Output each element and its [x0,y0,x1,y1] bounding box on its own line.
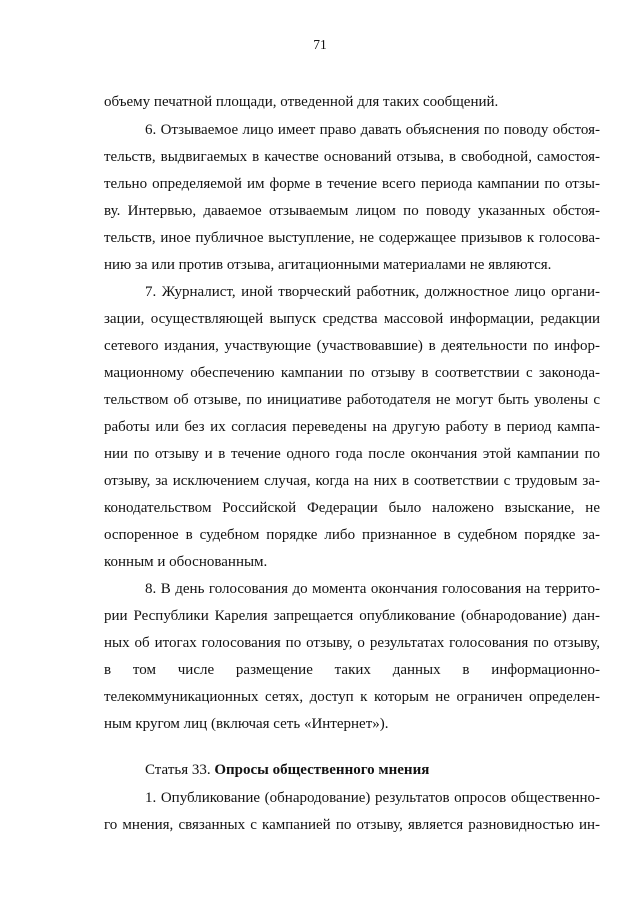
text-line: мационному обеспечению кампании по отзыву в соответствии с законода- [104,365,600,381]
text-line: сетевого издания, участвующие (участвовавшие) в деятельности по инфор- [104,338,600,354]
text-line: 1. Опубликование (обнародование) результатов опросов общественно- [145,790,600,806]
text-line: тельно определяемой им форме в течение всего периода кампании по отзы- [104,176,600,192]
text-line: рии Республики Карелия запрещается опубликование (обнародование) дан- [104,608,600,624]
text-line: телекоммуникационных сетях, доступ к которым не ограничен определен- [104,689,600,705]
text-line: 6. Отзываемое лицо имеет право давать объяснения по поводу обстоя- [145,122,600,138]
text-line: отзыву, за исключением случая, когда на них в соответствии с трудовым за- [104,473,600,489]
text-line: ным кругом лиц (включая сеть «Интернет»). [104,716,389,732]
text-line: нию за или против отзыва, агитационными материалами не являются. [104,257,552,273]
text-line: работы или без их согласия переведены на другую работу в период кампа- [104,419,600,435]
text-line: зации, осуществляющей выпуск средства массовой информации, редакции [104,311,600,327]
text-line: ву. Интервью, даваемое отзываемым лицом по поводу указанных обстоя- [104,203,600,219]
text-line: 7. Журналист, иной творческий работник, должностное лицо органи- [145,284,600,300]
article-number: Статья 33. [145,762,211,778]
text-line: тельств, иное публичное выступление, не содержащее призывов к голосова- [104,230,600,246]
text-line: нии по отзыву и в течение одного года после окончания этой кампании по [104,446,600,462]
text-line: 8. В день голосования до момента окончания голосования на террито- [145,581,600,597]
text-line: конодательством Российской Федерации было наложено взыскание, не [104,500,600,516]
article-title: Опросы общественного мнения [214,762,430,778]
text-line: оспоренное в судебном порядке либо признанное в судебном порядке за- [104,527,600,543]
text-line: тельств, выдвигаемых в качестве оснований отзыва, в свободной, самостоя- [104,149,600,165]
text-line: тельством об отзыве, по инициативе работодателя не могут быть уволены с [104,392,600,408]
text-line: в том числе размещение таких данных в информационно- [104,662,600,678]
text-line: конным и обоснованным. [104,554,268,570]
text-line: го мнения, связанных с кампанией по отзыву, является разновидностью ин- [104,817,600,833]
article-heading [145,761,600,780]
page-number: 71 [313,37,327,52]
text-line: объему печатной площади, отведенной для таких сообщений. [104,94,499,110]
text-line: ных об итогах голосования по отзыву, о результатах голосования по отзыву, [104,635,600,651]
